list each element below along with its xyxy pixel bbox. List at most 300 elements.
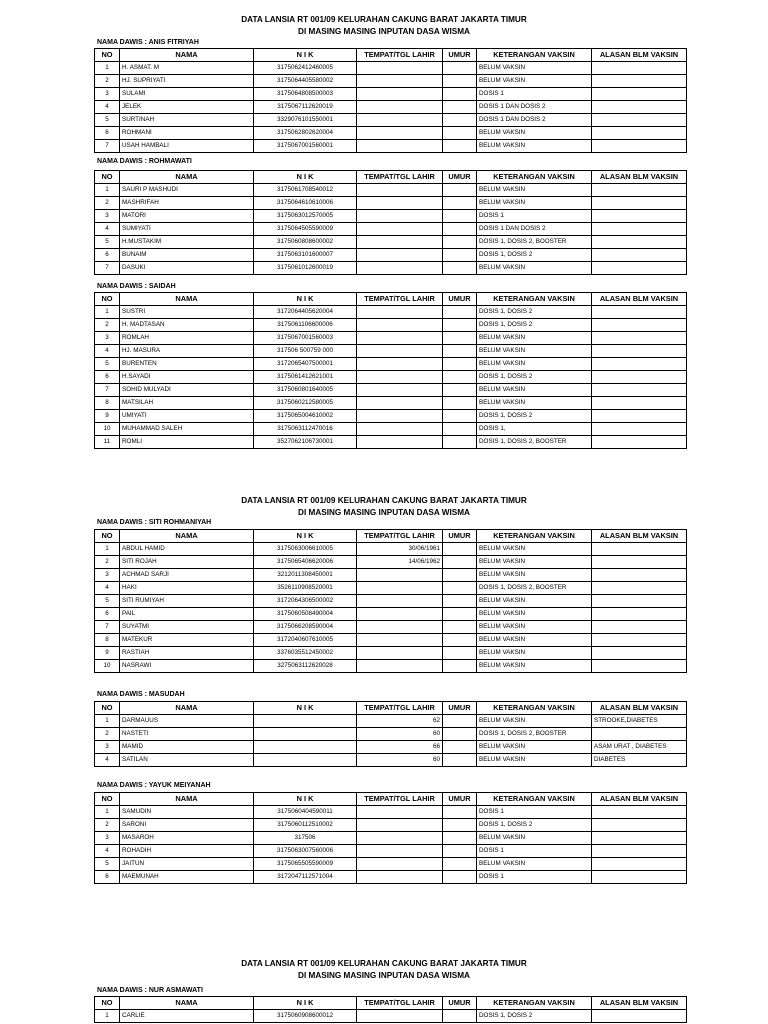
cell-no: 6 — [95, 249, 120, 262]
col-alasan-blm-vaksin: ALASAN BLM VAKSIN — [592, 793, 687, 806]
cell-no: 9 — [95, 647, 120, 660]
cell-nik: 3175063006610005 — [254, 543, 357, 556]
cell-tempat-tgl-lahir — [357, 114, 443, 127]
cell-no: 1 — [95, 62, 120, 75]
table-row — [95, 371, 687, 384]
cell-umur — [443, 608, 477, 621]
cell-alasan-blm-vaksin — [592, 858, 687, 871]
cell-no: 5 — [95, 114, 120, 127]
cell-alasan-blm-vaksin — [592, 75, 687, 88]
cell-nik: 3527062106730001 — [254, 436, 357, 449]
cell-no: 6 — [95, 871, 120, 884]
cell-nik: 3172064306500002 — [254, 595, 357, 608]
cell-umur — [443, 223, 477, 236]
cell-keterangan-vaksin: DOSIS 1 — [477, 806, 592, 819]
cell-umur — [443, 101, 477, 114]
cell-tempat-tgl-lahir — [357, 75, 443, 88]
cell-nik: 3212011308450001 — [254, 569, 357, 582]
cell-nama: MAEMUNAH — [120, 871, 254, 884]
col-nik: N I K — [254, 702, 357, 715]
cell-keterangan-vaksin: DOSIS 1 — [477, 871, 592, 884]
cell-nik: 3175060908600012 — [254, 1010, 357, 1023]
cell-umur — [443, 384, 477, 397]
cell-keterangan-vaksin: DOSIS 1, — [477, 423, 592, 436]
cell-nik — [254, 741, 357, 754]
col-keterangan-vaksin: KETERANGAN VAKSIN — [477, 793, 592, 806]
cell-nama: H. MADTASAN — [120, 319, 254, 332]
cell-no: 1 — [95, 184, 120, 197]
cell-umur — [443, 660, 477, 673]
lansia-table — [94, 292, 687, 449]
cell-alasan-blm-vaksin — [592, 608, 687, 621]
cell-tempat-tgl-lahir — [357, 249, 443, 262]
cell-nama: JELEK — [120, 101, 254, 114]
cell-umur — [443, 249, 477, 262]
cell-no: 4 — [95, 101, 120, 114]
cell-nama: BUNAIM — [120, 249, 254, 262]
cell-nama: HAKI — [120, 582, 254, 595]
cell-nik: 3172040607610005 — [254, 634, 357, 647]
cell-keterangan-vaksin: DOSIS 1, DOSIS 2 — [477, 1010, 592, 1023]
table-row — [95, 62, 687, 75]
cell-tempat-tgl-lahir — [357, 62, 443, 75]
cell-nama: DASUKI — [120, 262, 254, 275]
cell-keterangan-vaksin: DOSIS 1 — [477, 210, 592, 223]
cell-keterangan-vaksin: BELUM VAKSIN — [477, 858, 592, 871]
col-nik: N I K — [254, 49, 357, 62]
cell-nik: 3175062802620004 — [254, 127, 357, 140]
cell-nik: 317506 500759 000 — [254, 345, 357, 358]
cell-nik: 3175067001560003 — [254, 332, 357, 345]
cell-no: 5 — [95, 358, 120, 371]
cell-nama: UMIYATI — [120, 410, 254, 423]
table-row — [95, 236, 687, 249]
cell-nama: SAMUDIN — [120, 806, 254, 819]
cell-nama: H.MUSTAKIM — [120, 236, 254, 249]
col-tempat-tgl-lahir: TEMPAT/TGL LAHIR — [357, 49, 443, 62]
cell-nama: ACHMAD SARJI — [120, 569, 254, 582]
table-row — [95, 728, 687, 741]
cell-keterangan-vaksin: BELUM VAKSIN — [477, 647, 592, 660]
document-title: DATA LANSIA RT 001/09 KELURAHAN CAKUNG BARAT JAKARTA TIMUR — [241, 959, 527, 968]
cell-alasan-blm-vaksin — [592, 806, 687, 819]
table-row — [95, 88, 687, 101]
cell-umur — [443, 754, 477, 767]
cell-keterangan-vaksin: DOSIS 1, DOSIS 2 — [477, 819, 592, 832]
cell-no: 6 — [95, 608, 120, 621]
table-row — [95, 127, 687, 140]
cell-umur — [443, 140, 477, 153]
cell-keterangan-vaksin: BELUM VAKSIN — [477, 741, 592, 754]
cell-keterangan-vaksin: BELUM VAKSIN — [477, 569, 592, 582]
cell-alasan-blm-vaksin — [592, 332, 687, 345]
cell-umur — [443, 62, 477, 75]
cell-tempat-tgl-lahir — [357, 410, 443, 423]
cell-alasan-blm-vaksin — [592, 223, 687, 236]
table-row — [95, 436, 687, 449]
cell-tempat-tgl-lahir — [357, 184, 443, 197]
cell-keterangan-vaksin: BELUM VAKSIN — [477, 556, 592, 569]
col-no: NO — [95, 49, 120, 62]
cell-no: 10 — [95, 423, 120, 436]
col-tempat-tgl-lahir: TEMPAT/TGL LAHIR — [357, 997, 443, 1010]
col-keterangan-vaksin: KETERANGAN VAKSIN — [477, 702, 592, 715]
col-nik: N I K — [254, 530, 357, 543]
document-subtitle: DI MASING MASING INPUTAN DASA WISMA — [298, 971, 470, 980]
cell-nama: NASRAWI — [120, 660, 254, 673]
cell-alasan-blm-vaksin — [592, 728, 687, 741]
cell-nik: 3175060212580005 — [254, 397, 357, 410]
cell-tempat-tgl-lahir — [357, 832, 443, 845]
cell-no: 7 — [95, 384, 120, 397]
cell-nama: ROHMANI — [120, 127, 254, 140]
cell-no: 1 — [95, 306, 120, 319]
table-header-row — [95, 793, 687, 806]
cell-tempat-tgl-lahir — [357, 384, 443, 397]
col-nama: NAMA — [120, 997, 254, 1010]
cell-tempat-tgl-lahir — [357, 871, 443, 884]
cell-nik: 317506 — [254, 832, 357, 845]
cell-nama: ABDUL HAMID — [120, 543, 254, 556]
cell-nik: 3172064405620004 — [254, 306, 357, 319]
cell-tempat-tgl-lahir — [357, 608, 443, 621]
cell-alasan-blm-vaksin — [592, 845, 687, 858]
table-row — [95, 332, 687, 345]
cell-umur — [443, 262, 477, 275]
cell-nama: PAIL — [120, 608, 254, 621]
cell-nik: 3175063112470016 — [254, 423, 357, 436]
cell-no: 3 — [95, 88, 120, 101]
table-row — [95, 140, 687, 153]
cell-no: 11 — [95, 436, 120, 449]
cell-umur — [443, 741, 477, 754]
col-no: NO — [95, 530, 120, 543]
cell-tempat-tgl-lahir — [357, 423, 443, 436]
cell-no: 1 — [95, 806, 120, 819]
cell-nik: 3275063112620028 — [254, 660, 357, 673]
cell-keterangan-vaksin: BELUM VAKSIN — [477, 621, 592, 634]
cell-nama: SAURI P MASHUDI — [120, 184, 254, 197]
cell-nik: 3175060808600002 — [254, 236, 357, 249]
cell-umur — [443, 858, 477, 871]
cell-alasan-blm-vaksin — [592, 101, 687, 114]
cell-umur — [443, 75, 477, 88]
cell-umur — [443, 556, 477, 569]
cell-keterangan-vaksin: BELUM VAKSIN — [477, 127, 592, 140]
cell-nama: MAMID — [120, 741, 254, 754]
cell-nama: SOHID MULYADI — [120, 384, 254, 397]
cell-no: 3 — [95, 210, 120, 223]
table-row — [95, 845, 687, 858]
col-no: NO — [95, 793, 120, 806]
cell-no: 4 — [95, 845, 120, 858]
cell-nik: 3175062412460005 — [254, 62, 357, 75]
table-header-row — [95, 171, 687, 184]
cell-keterangan-vaksin: BELUM VAKSIN — [477, 608, 592, 621]
cell-alasan-blm-vaksin — [592, 319, 687, 332]
cell-umur — [443, 397, 477, 410]
cell-umur — [443, 127, 477, 140]
cell-nik: 3175063012570005 — [254, 210, 357, 223]
cell-keterangan-vaksin: DOSIS 1, DOSIS 2, BOOSTER — [477, 436, 592, 449]
cell-nama: RASTIAH — [120, 647, 254, 660]
cell-umur — [443, 345, 477, 358]
cell-no: 8 — [95, 397, 120, 410]
col-alasan-blm-vaksin: ALASAN BLM VAKSIN — [592, 702, 687, 715]
cell-alasan-blm-vaksin — [592, 543, 687, 556]
cell-tempat-tgl-lahir: 62 — [357, 715, 443, 728]
cell-umur — [443, 197, 477, 210]
cell-alasan-blm-vaksin — [592, 582, 687, 595]
cell-no: 4 — [95, 582, 120, 595]
dawis-label: NAMA DAWIS : NUR ASMAWATI — [97, 987, 203, 994]
cell-nik: 3376035512450002 — [254, 647, 357, 660]
cell-no: 8 — [95, 634, 120, 647]
table-row — [95, 608, 687, 621]
cell-nik: 3175060112510002 — [254, 819, 357, 832]
dawis-label: NAMA DAWIS : SITI ROHMANIYAH — [97, 519, 212, 526]
cell-umur — [443, 543, 477, 556]
col-umur: UMUR — [443, 293, 477, 306]
table-row — [95, 210, 687, 223]
table-row — [95, 249, 687, 262]
cell-keterangan-vaksin: BELUM VAKSIN — [477, 184, 592, 197]
table-row — [95, 197, 687, 210]
cell-no: 2 — [95, 556, 120, 569]
cell-nama: BURENTEN — [120, 358, 254, 371]
cell-tempat-tgl-lahir — [357, 634, 443, 647]
cell-umur — [443, 647, 477, 660]
col-umur: UMUR — [443, 793, 477, 806]
col-keterangan-vaksin: KETERANGAN VAKSIN — [477, 49, 592, 62]
table-row — [95, 262, 687, 275]
cell-nik: 3175060801640005 — [254, 384, 357, 397]
cell-nik: 3172047112571004 — [254, 871, 357, 884]
cell-no: 6 — [95, 371, 120, 384]
cell-alasan-blm-vaksin — [592, 236, 687, 249]
cell-nama: NASTETI — [120, 728, 254, 741]
cell-umur — [443, 210, 477, 223]
cell-nik: 3175063101600007 — [254, 249, 357, 262]
cell-alasan-blm-vaksin — [592, 423, 687, 436]
cell-alasan-blm-vaksin — [592, 621, 687, 634]
cell-keterangan-vaksin: DOSIS 1 DAN DOSIS 2 — [477, 101, 592, 114]
cell-no: 1 — [95, 543, 120, 556]
cell-no: 5 — [95, 858, 120, 871]
cell-alasan-blm-vaksin — [592, 634, 687, 647]
col-tempat-tgl-lahir: TEMPAT/TGL LAHIR — [357, 793, 443, 806]
cell-nama: H.SAYADI — [120, 371, 254, 384]
cell-keterangan-vaksin: DOSIS 1 — [477, 845, 592, 858]
cell-umur — [443, 423, 477, 436]
col-keterangan-vaksin: KETERANGAN VAKSIN — [477, 997, 592, 1010]
cell-nik: 3526110908520001 — [254, 582, 357, 595]
cell-keterangan-vaksin: DOSIS 1 — [477, 88, 592, 101]
cell-no: 3 — [95, 569, 120, 582]
cell-keterangan-vaksin: BELUM VAKSIN — [477, 543, 592, 556]
cell-nik: 3172065407500001 — [254, 358, 357, 371]
dawis-label: NAMA DAWIS : SAIDAH — [97, 283, 176, 290]
cell-nama: CARLIE — [120, 1010, 254, 1023]
cell-alasan-blm-vaksin — [592, 384, 687, 397]
cell-tempat-tgl-lahir — [357, 197, 443, 210]
col-alasan-blm-vaksin: ALASAN BLM VAKSIN — [592, 293, 687, 306]
cell-tempat-tgl-lahir — [357, 140, 443, 153]
cell-tempat-tgl-lahir: 66 — [357, 741, 443, 754]
cell-keterangan-vaksin: BELUM VAKSIN — [477, 397, 592, 410]
cell-alasan-blm-vaksin — [592, 88, 687, 101]
table-row — [95, 223, 687, 236]
cell-alasan-blm-vaksin — [592, 556, 687, 569]
cell-keterangan-vaksin: DOSIS 1 DAN DOSIS 2 — [477, 114, 592, 127]
cell-keterangan-vaksin: DOSIS 1, DOSIS 2 — [477, 306, 592, 319]
cell-nik: 3175064505590009 — [254, 223, 357, 236]
table-row — [95, 569, 687, 582]
cell-no: 5 — [95, 236, 120, 249]
cell-nama: HJ. MASURA — [120, 345, 254, 358]
col-no: NO — [95, 997, 120, 1010]
table-header-row — [95, 702, 687, 715]
document-title: DATA LANSIA RT 001/09 KELURAHAN CAKUNG BARAT JAKARTA TIMUR — [241, 496, 527, 505]
cell-umur — [443, 410, 477, 423]
table-row — [95, 582, 687, 595]
cell-umur — [443, 358, 477, 371]
table-row — [95, 397, 687, 410]
document-subtitle: DI MASING MASING INPUTAN DASA WISMA — [298, 27, 470, 36]
cell-no: 1 — [95, 1010, 120, 1023]
cell-nik: 3329076101550001 — [254, 114, 357, 127]
cell-alasan-blm-vaksin — [592, 184, 687, 197]
cell-alasan-blm-vaksin — [592, 660, 687, 673]
cell-alasan-blm-vaksin — [592, 127, 687, 140]
cell-alasan-blm-vaksin: STROOKE,DIABETES — [592, 715, 687, 728]
cell-alasan-blm-vaksin — [592, 371, 687, 384]
table-row — [95, 621, 687, 634]
col-tempat-tgl-lahir: TEMPAT/TGL LAHIR — [357, 530, 443, 543]
cell-umur — [443, 582, 477, 595]
cell-umur — [443, 728, 477, 741]
cell-tempat-tgl-lahir — [357, 647, 443, 660]
cell-keterangan-vaksin: BELUM VAKSIN — [477, 345, 592, 358]
cell-tempat-tgl-lahir — [357, 223, 443, 236]
col-nik: N I K — [254, 997, 357, 1010]
cell-nama: ROHADIH — [120, 845, 254, 858]
cell-no: 4 — [95, 223, 120, 236]
cell-nik: 3175061106600006 — [254, 319, 357, 332]
cell-nama: MATORI — [120, 210, 254, 223]
cell-no: 4 — [95, 345, 120, 358]
document-title: DATA LANSIA RT 001/09 KELURAHAN CAKUNG BARAT JAKARTA TIMUR — [241, 15, 527, 24]
cell-umur — [443, 236, 477, 249]
col-alasan-blm-vaksin: ALASAN BLM VAKSIN — [592, 997, 687, 1010]
table-row — [95, 1010, 687, 1023]
cell-keterangan-vaksin: BELUM VAKSIN — [477, 754, 592, 767]
cell-nik: 3175064808500003 — [254, 88, 357, 101]
cell-nama: SULAMI — [120, 88, 254, 101]
cell-tempat-tgl-lahir — [357, 569, 443, 582]
cell-umur — [443, 595, 477, 608]
cell-umur — [443, 371, 477, 384]
cell-tempat-tgl-lahir: 60 — [357, 728, 443, 741]
cell-keterangan-vaksin: DOSIS 1, DOSIS 2 — [477, 410, 592, 423]
cell-nik: 3175060404590011 — [254, 806, 357, 819]
col-umur: UMUR — [443, 997, 477, 1010]
cell-tempat-tgl-lahir — [357, 88, 443, 101]
cell-tempat-tgl-lahir: 60 — [357, 754, 443, 767]
cell-nik: 3175065505590009 — [254, 858, 357, 871]
cell-nik: 3175064405580002 — [254, 75, 357, 88]
table-row — [95, 741, 687, 754]
cell-no: 6 — [95, 127, 120, 140]
cell-keterangan-vaksin: DOSIS 1, DOSIS 2 — [477, 249, 592, 262]
cell-umur — [443, 819, 477, 832]
table-row — [95, 754, 687, 767]
cell-no: 5 — [95, 595, 120, 608]
cell-tempat-tgl-lahir — [357, 1010, 443, 1023]
cell-nik: 3175067001560001 — [254, 140, 357, 153]
dawis-label: NAMA DAWIS : ANIS FITRIYAH — [97, 39, 199, 46]
table-row — [95, 423, 687, 436]
lansia-table — [94, 529, 687, 673]
cell-keterangan-vaksin: BELUM VAKSIN — [477, 595, 592, 608]
cell-tempat-tgl-lahir — [357, 582, 443, 595]
cell-nik: 3175060508490004 — [254, 608, 357, 621]
cell-keterangan-vaksin: BELUM VAKSIN — [477, 197, 592, 210]
cell-umur — [443, 845, 477, 858]
cell-no: 7 — [95, 621, 120, 634]
col-nik: N I K — [254, 171, 357, 184]
table-row — [95, 543, 687, 556]
cell-keterangan-vaksin: DOSIS 1, DOSIS 2, BOOSTER — [477, 582, 592, 595]
col-tempat-tgl-lahir: TEMPAT/TGL LAHIR — [357, 171, 443, 184]
cell-alasan-blm-vaksin — [592, 410, 687, 423]
cell-nama: MATSILAH — [120, 397, 254, 410]
cell-keterangan-vaksin: DOSIS 1, DOSIS 2 — [477, 319, 592, 332]
cell-tempat-tgl-lahir: 30/06/1961 — [357, 543, 443, 556]
table-row — [95, 101, 687, 114]
col-umur: UMUR — [443, 530, 477, 543]
col-keterangan-vaksin: KETERANGAN VAKSIN — [477, 530, 592, 543]
cell-tempat-tgl-lahir — [357, 858, 443, 871]
cell-umur — [443, 715, 477, 728]
cell-nik: 3175063007560006 — [254, 845, 357, 858]
cell-alasan-blm-vaksin: ASAM URAT , DIABETES — [592, 741, 687, 754]
cell-alasan-blm-vaksin — [592, 1010, 687, 1023]
table-row — [95, 410, 687, 423]
cell-nik: 3175061412621001 — [254, 371, 357, 384]
cell-nama: SARONI — [120, 819, 254, 832]
dawis-label: NAMA DAWIS : YAYUK MEIYANAH — [97, 782, 211, 789]
cell-nama: DARMAUUS — [120, 715, 254, 728]
table-row — [95, 595, 687, 608]
cell-umur — [443, 569, 477, 582]
cell-nama: SATILAN — [120, 754, 254, 767]
table-row — [95, 345, 687, 358]
cell-nama: HJ. SUPRIYATI — [120, 75, 254, 88]
cell-umur — [443, 832, 477, 845]
col-nama: NAMA — [120, 530, 254, 543]
cell-alasan-blm-vaksin — [592, 647, 687, 660]
cell-no: 2 — [95, 819, 120, 832]
col-no: NO — [95, 293, 120, 306]
cell-no: 2 — [95, 728, 120, 741]
cell-tempat-tgl-lahir — [357, 306, 443, 319]
col-alasan-blm-vaksin: ALASAN BLM VAKSIN — [592, 530, 687, 543]
cell-keterangan-vaksin: BELUM VAKSIN — [477, 262, 592, 275]
table-row — [95, 184, 687, 197]
table-header-row — [95, 293, 687, 306]
table-row — [95, 306, 687, 319]
